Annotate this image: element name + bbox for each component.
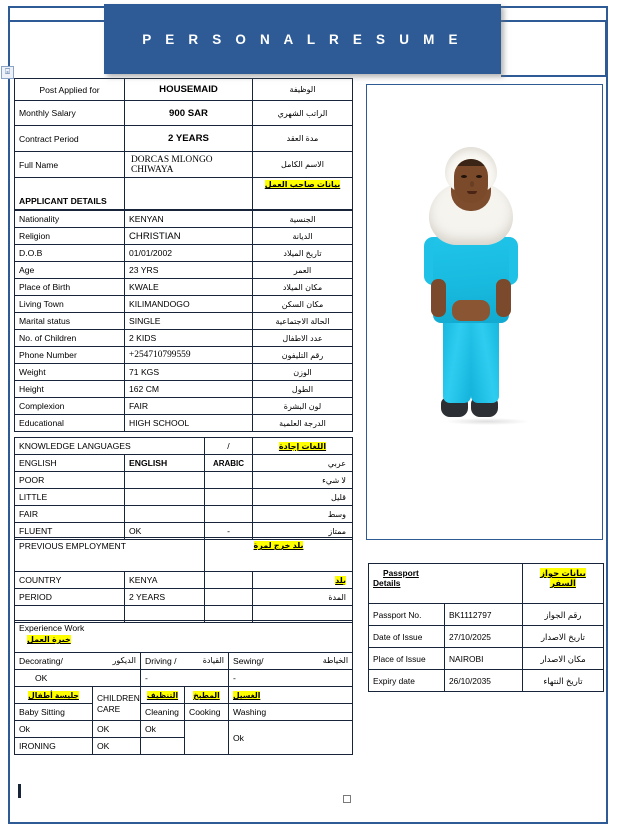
- skills-header-row: [15, 653, 353, 670]
- detail-label: Place of Birth: [15, 279, 125, 296]
- detail-value: 23 YRS: [125, 262, 253, 279]
- skills-value-row: [15, 670, 353, 687]
- skill-washing-arabic-cell: [229, 687, 353, 704]
- table-row: [15, 178, 353, 210]
- table-row: [15, 506, 353, 523]
- language-arabic-value: [205, 506, 253, 523]
- detail-value: KENYAN: [125, 211, 253, 228]
- detail-arabic: مكان الميلاد: [253, 279, 353, 296]
- detail-value: HIGH SCHOOL: [125, 415, 253, 432]
- skill-sewing-ar: الخياطة: [322, 656, 349, 665]
- contract-period-value: 2 YEARS: [125, 126, 253, 152]
- passport-title-row: [369, 564, 604, 604]
- skill-cleaning-value: Ok: [141, 721, 185, 738]
- passport-label: Passport No.: [369, 604, 445, 626]
- skill-cleaning-ar: التنظيف: [146, 691, 179, 700]
- prev-value: 2 YEARS: [125, 589, 205, 606]
- detail-arabic: مكان السكن: [253, 296, 353, 313]
- previous-employment-arabic-cell: [205, 538, 353, 572]
- detail-label: Complexion: [15, 398, 125, 415]
- text-caret: [18, 784, 21, 798]
- passport-label: Place of Issue: [369, 648, 445, 670]
- languages-table: [14, 437, 353, 540]
- language-arabic-label: وسط: [253, 506, 353, 523]
- detail-label: Marital status: [15, 313, 125, 330]
- table-row: [15, 455, 353, 472]
- detail-arabic: الجنسية: [253, 211, 353, 228]
- skill-decorating-value: OK: [15, 670, 141, 687]
- experience-title: Experience Work: [19, 623, 85, 633]
- skill-cleaning-en: Cleaning: [141, 704, 185, 721]
- detail-label: Weight: [15, 364, 125, 381]
- detail-arabic: الدرجة العلمية: [253, 415, 353, 432]
- photo-hairline: [454, 159, 488, 166]
- table-row: [15, 489, 353, 506]
- photo-arm-left: [431, 279, 446, 317]
- detail-arabic: عدد الاطفال: [253, 330, 353, 347]
- header-rule-top: [501, 20, 607, 22]
- languages-section-arabic: اللغات إجادة: [278, 441, 327, 451]
- table-row: [15, 572, 353, 589]
- detail-arabic: رقم التليفون: [253, 347, 353, 364]
- detail-label: No. of Children: [15, 330, 125, 347]
- applicant-details-table: [14, 210, 353, 432]
- detail-arabic: الديانة: [253, 228, 353, 245]
- table-row: [15, 228, 353, 245]
- language-english-value: [125, 489, 205, 506]
- photo-hands: [452, 300, 490, 321]
- applicant-details-arabic: بيانات صاحب العمل: [264, 180, 341, 189]
- prev-value: KENYA: [125, 572, 205, 589]
- prev-extra: [205, 572, 253, 589]
- detail-label: Age: [15, 262, 125, 279]
- skill-washing-ar: الغسيل: [233, 691, 261, 700]
- full-name-label: Full Name: [15, 152, 125, 178]
- prev-arabic-cell: [253, 589, 353, 606]
- passport-title-cell: [369, 564, 523, 604]
- detail-label: Educational: [15, 415, 125, 432]
- header-rule-bottom: [501, 75, 607, 77]
- table-row: [15, 398, 353, 415]
- experience-title-arabic: خبرة العمل: [27, 635, 71, 644]
- table-row: [15, 152, 353, 178]
- language-english-value: [125, 506, 205, 523]
- prev-arabic: بلد: [335, 575, 347, 585]
- languages-section-arabic-cell: [253, 438, 353, 455]
- detail-value: KILIMANDOGO: [125, 296, 253, 313]
- table-row: [15, 211, 353, 228]
- experience-title-row: [15, 621, 353, 653]
- skill-washing-value: Ok: [229, 721, 353, 755]
- skill-babysitting-value: Ok: [15, 721, 93, 738]
- passport-details-table: [368, 563, 604, 692]
- prev-arabic-cell: [253, 572, 353, 589]
- language-arabic-label: عربي: [253, 455, 353, 472]
- detail-value: +254710799559: [125, 347, 253, 364]
- skill-cooking-ar: المطبخ: [193, 691, 220, 700]
- monthly-salary-label: Monthly Salary: [15, 101, 125, 126]
- skill-childrencare-en: CHILDREN CARE: [93, 687, 141, 721]
- contract-period-arabic: مدة العقد: [253, 126, 353, 152]
- full-name-value: DORCAS MLONGO CHIWAYA: [125, 152, 253, 178]
- skills2-value-row: [15, 721, 353, 738]
- passport-title-arabic-line2: السفر: [550, 578, 576, 588]
- language-english-value: [125, 472, 205, 489]
- detail-arabic: العمر: [253, 262, 353, 279]
- detail-arabic: الحالة الاجتماعية: [253, 313, 353, 330]
- skill-cleaning-extra: [141, 738, 185, 755]
- detail-value: 71 KGS: [125, 364, 253, 381]
- skill-ironing-value: OK: [93, 738, 141, 755]
- table-row: [15, 245, 353, 262]
- header-rule-right: [605, 20, 607, 76]
- language-arabic-value: -: [205, 523, 253, 540]
- skill-sewing-header: [229, 653, 353, 670]
- language-arabic-header: ARABIC: [205, 455, 253, 472]
- table-row: [15, 589, 353, 606]
- prev-extra: [205, 589, 253, 606]
- prev-label: COUNTRY: [15, 572, 125, 589]
- post-applied-arabic: الوظيفة: [253, 79, 353, 101]
- detail-value: SINGLE: [125, 313, 253, 330]
- passport-arabic: تاريخ النتهاء: [523, 670, 604, 692]
- detail-label: Nationality: [15, 211, 125, 228]
- previous-employment-title: PREVIOUS EMPLOYMENT: [15, 538, 205, 572]
- table-row: [369, 670, 604, 692]
- post-applied-value: HOUSEMAID: [125, 79, 253, 101]
- languages-section-title: KNOWLEDGE LANGUAGES: [15, 438, 205, 455]
- language-english-header: ENGLISH: [125, 455, 205, 472]
- passport-title-arabic-cell: [523, 564, 604, 604]
- skills2-arabic-row: [15, 687, 353, 704]
- skill-cooking-arabic-cell: [185, 687, 229, 704]
- table-row: [15, 415, 353, 432]
- previous-employment-arabic: بلد خرج لمرة: [253, 541, 304, 550]
- object-move-handle-icon[interactable]: ⌻: [1, 66, 14, 79]
- detail-label: Religion: [15, 228, 125, 245]
- applicant-photo: [366, 84, 603, 540]
- table-row: [15, 381, 353, 398]
- resume-header-banner: [104, 4, 501, 74]
- table-row: [369, 604, 604, 626]
- table-row: [15, 101, 353, 126]
- monthly-salary-value: 900 SAR: [125, 101, 253, 126]
- language-level: POOR: [15, 472, 125, 489]
- passport-value: 26/10/2035: [445, 670, 523, 692]
- detail-value: FAIR: [125, 398, 253, 415]
- skill-babysitting-en: Baby Sitting: [15, 704, 93, 721]
- skill-cooking-en: Cooking: [185, 704, 229, 721]
- full-name-arabic: الاسم الكامل: [253, 152, 353, 178]
- table-row: [15, 126, 353, 152]
- photo-nose: [470, 181, 474, 187]
- detail-arabic: لون البشرة: [253, 398, 353, 415]
- passport-value: 27/10/2025: [445, 626, 523, 648]
- post-applied-label: Post Applied for: [15, 79, 125, 101]
- post-applied-table: [14, 78, 353, 210]
- passport-title-line1: Passport: [383, 568, 419, 578]
- passport-arabic: مكان الاصدار: [523, 648, 604, 670]
- resize-handle[interactable]: [343, 795, 351, 803]
- passport-arabic: رقم الجواز: [523, 604, 604, 626]
- language-level: LITTLE: [15, 489, 125, 506]
- skill-ironing-label: IRONING: [15, 738, 93, 755]
- photo-ground-shadow: [445, 418, 529, 425]
- skill-driving-en: Driving /: [145, 656, 177, 666]
- language-arabic-label: ممتاز: [253, 523, 353, 540]
- detail-label: Living Town: [15, 296, 125, 313]
- language-level: FAIR: [15, 506, 125, 523]
- language-level: FLUENT: [15, 523, 125, 540]
- skill-sewing-value: -: [229, 670, 353, 687]
- passport-label: Date of Issue: [369, 626, 445, 648]
- skill-cooking-value: [185, 721, 229, 755]
- photo-trouser-left: [443, 311, 471, 403]
- photo-mouth: [467, 191, 477, 194]
- language-english-value: OK: [125, 523, 205, 540]
- table-row: [15, 79, 353, 101]
- header-rule-left: [10, 20, 105, 22]
- table-row: [15, 472, 353, 489]
- detail-label: D.O.B: [15, 245, 125, 262]
- contract-period-label: Contract Period: [15, 126, 125, 152]
- languages-section-slash: /: [205, 438, 253, 455]
- table-row: [15, 279, 353, 296]
- table-row: [369, 648, 604, 670]
- skill-decorating-header: [15, 653, 141, 670]
- language-arabic-label: قليل: [253, 489, 353, 506]
- languages-section-row: [15, 438, 353, 455]
- detail-arabic: الطول: [253, 381, 353, 398]
- skills2-english-row: [15, 704, 353, 721]
- photo-trouser-right: [471, 311, 499, 403]
- table-row: [15, 296, 353, 313]
- skill-childrencare-value: OK: [93, 721, 141, 738]
- detail-value: 01/01/2002: [125, 245, 253, 262]
- photo-arm-right: [496, 279, 511, 317]
- page-title: P E R S O N A L R E S U M E: [142, 31, 463, 47]
- passport-label: Expiry date: [369, 670, 445, 692]
- experience-title-cell: [15, 621, 353, 653]
- skill-babysitting-ar: جليسة أطفال: [28, 691, 79, 700]
- skill-driving-header: [141, 653, 229, 670]
- applicant-details-arabic-cell: [253, 178, 353, 210]
- table-row: [15, 330, 353, 347]
- previous-employment-title-row: [15, 538, 353, 572]
- passport-value: BK1112797: [445, 604, 523, 626]
- skill-decorating-en: Decorating/: [19, 656, 63, 666]
- applicant-details-value: [125, 178, 253, 210]
- skill-driving-ar: القيادة: [202, 656, 224, 665]
- experience-work-table: [14, 620, 353, 755]
- detail-value: 2 KIDS: [125, 330, 253, 347]
- table-row: [15, 313, 353, 330]
- detail-label: Phone Number: [15, 347, 125, 364]
- passport-arabic: تاريخ الاصدار: [523, 626, 604, 648]
- monthly-salary-arabic: الراتب الشهري: [253, 101, 353, 126]
- prev-arabic: المدة: [328, 592, 347, 602]
- skill-driving-value: -: [141, 670, 229, 687]
- language-level-header: ENGLISH: [15, 455, 125, 472]
- detail-value: KWALE: [125, 279, 253, 296]
- table-row: [15, 262, 353, 279]
- detail-value: CHRISTIAN: [125, 228, 253, 245]
- detail-arabic: الوزن: [253, 364, 353, 381]
- photo-eye-left: [461, 175, 467, 178]
- skill-washing-en: Washing: [229, 704, 353, 721]
- passport-title-line2: Details: [373, 578, 401, 588]
- passport-value: NAIROBI: [445, 648, 523, 670]
- detail-arabic: تاريخ الميلاد: [253, 245, 353, 262]
- skill-cleaning-arabic-cell: [141, 687, 185, 704]
- skill-decorating-ar: الديكور: [112, 656, 136, 665]
- detail-label: Height: [15, 381, 125, 398]
- previous-employment-table: [14, 537, 353, 623]
- language-arabic-value: [205, 472, 253, 489]
- language-arabic-value: [205, 489, 253, 506]
- detail-value: 162 CM: [125, 381, 253, 398]
- skill-babysitting-arabic-cell: [15, 687, 93, 704]
- passport-title-arabic-line1: بيانات جواز: [540, 568, 586, 578]
- skill-sewing-en: Sewing/: [233, 656, 264, 666]
- language-arabic-label: لا شيء: [253, 472, 353, 489]
- table-row: [15, 364, 353, 381]
- table-row: [369, 626, 604, 648]
- prev-label: PERIOD: [15, 589, 125, 606]
- applicant-details-label: APPLICANT DETAILS: [15, 178, 125, 210]
- photo-eye-right: [476, 175, 482, 178]
- table-row: [15, 347, 353, 364]
